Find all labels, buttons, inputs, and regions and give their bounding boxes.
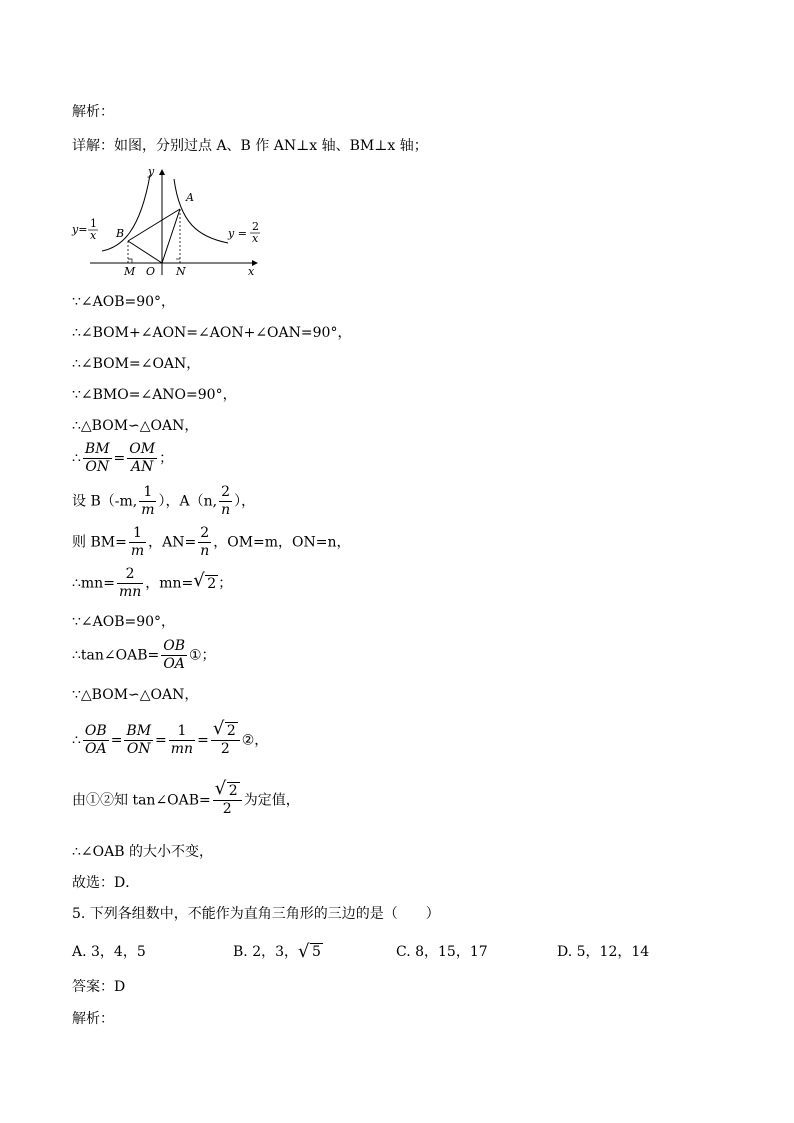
hyperbola-figure: [70, 163, 270, 278]
point-b-label: B: [116, 227, 125, 240]
axis-x-label: x: [248, 265, 255, 278]
option-a: A. 3，4，5: [72, 944, 146, 960]
step-15: ∴∠OAB 的大小不变，: [72, 844, 213, 860]
step-6-ratio: ∴ $\frac{BM}{ON}$ = $\frac{OM}{AN}$ ；: [72, 441, 174, 475]
option-c: C. 8，15，17: [396, 944, 488, 960]
detail-intro: 详解：如图，分别过点 A、B 作 AN⊥x 轴、BM⊥x 轴；: [72, 138, 428, 154]
step-4: ∵∠BMO=∠ANO=90°，: [72, 387, 237, 403]
step-8-lengths: 则 BM= $\frac{1}{m}$ ，AN= $\frac{2}{n}$ ，OM=m，ON=n，: [72, 525, 351, 559]
option-b: B. 2，3， √ 5: [233, 941, 321, 962]
step-5: ∴△BOM∽△OAN，: [72, 418, 199, 434]
step-11-tan: ∴tan∠OAB= $\frac{OB}{OA}$ ①；: [72, 638, 216, 672]
point-m-label: M: [124, 265, 136, 278]
right-fn-num: 2: [252, 220, 259, 233]
step-13-chain: ∴ $\frac{OB}{OA}$ = $\frac{BM}{ON}$ = $\frac{1}{mn}$ = √ 2 2 ②，: [72, 718, 269, 757]
option-d: D. 5，12，14: [557, 944, 650, 960]
step-1: ∵∠AOB=90°，: [72, 294, 176, 310]
left-fn-num: 1: [90, 217, 97, 230]
step-14-conclusion: 由①②知 tan∠OAB= √ 2 2 为定值，: [72, 778, 300, 817]
right-fn-prefix: y =: [228, 227, 247, 240]
point-n-label: N: [176, 265, 186, 278]
step-2: ∴∠BOM+∠AON=∠AON+∠OAN=90°，: [72, 325, 352, 341]
answer: 答案：D: [72, 979, 126, 995]
step-16: 故选：D．: [72, 875, 140, 891]
axis-y-label: y: [148, 165, 155, 178]
question-5-stem: 5. 下列各组数中，不能作为直角三角形的三边的是（ ）: [72, 906, 440, 922]
right-fn-den: x: [252, 232, 259, 245]
step-10: ∵∠AOB=90°，: [72, 614, 176, 630]
origin-label: O: [146, 265, 156, 278]
analysis-label: 解析：: [72, 104, 114, 120]
step-7-coordinates: 设 B（-m, $\frac{1}{m}$ ），A（n, $\frac{2}{n}$ ），: [72, 484, 256, 518]
step-9-mn: ∴mn= $\frac{2}{mn}$ ，mn= √ 2 ；: [72, 566, 233, 600]
step-12: ∵△BOM∽△OAN，: [72, 687, 199, 703]
left-fn-den: x: [90, 229, 97, 242]
analysis-label-2: 解析：: [72, 1011, 114, 1027]
left-fn-prefix: y=: [72, 223, 88, 236]
point-a-label: A: [186, 191, 194, 204]
step-3: ∴∠BOM=∠OAN，: [72, 356, 201, 372]
